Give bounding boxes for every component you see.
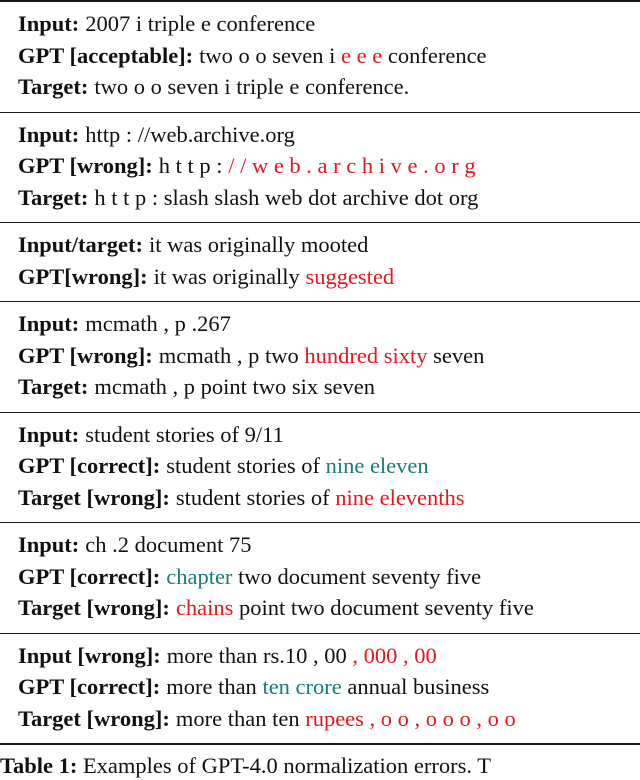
- line-text: annual business: [341, 674, 490, 699]
- line-label: GPT[wrong]:: [18, 263, 148, 289]
- line-text: two document seventy five: [232, 563, 482, 589]
- table-rule: [0, 743, 640, 745]
- example-line: [18, 561, 640, 593]
- example-block: [0, 223, 640, 301]
- caption-label: Table 1:: [0, 753, 78, 778]
- line-label: Input:: [18, 311, 80, 336]
- line-text: more than rs.10 , 00: [166, 642, 353, 668]
- example-line: [18, 8, 640, 40]
- error-text: chains: [175, 595, 234, 620]
- line-text: conference: [382, 42, 487, 68]
- line-text: seven: [427, 342, 485, 368]
- line-text: http : //web.archive.org: [85, 121, 295, 147]
- error-text: nine elevenths: [335, 484, 465, 510]
- table-body: [0, 2, 640, 745]
- line-label: Input/target:: [18, 232, 143, 257]
- line-text: mcmath , p point two six seven: [94, 374, 375, 399]
- line-text: student stories of 9/11: [85, 421, 284, 447]
- example-line: [18, 529, 640, 561]
- line-text: mcmath , p two: [158, 342, 305, 368]
- error-text: rupees , o o , o o o , o o: [305, 705, 516, 731]
- line-text: two o o seven i: [199, 42, 342, 68]
- line-label: Target:: [18, 374, 89, 399]
- line-label: Input:: [18, 11, 80, 36]
- line-text: more than: [166, 674, 263, 699]
- example-line: [18, 482, 640, 514]
- error-text: / / w e b . a r c h i v e . o r g: [228, 153, 476, 178]
- line-text: it was originally mooted: [149, 232, 369, 257]
- line-label: Input:: [18, 121, 80, 147]
- example-line: [18, 703, 640, 735]
- line-label: Target [wrong]:: [18, 484, 170, 510]
- example-line: [18, 150, 640, 182]
- error-text: suggested: [305, 263, 395, 289]
- line-label: Input [wrong]:: [18, 642, 161, 668]
- example-block: [0, 302, 640, 412]
- line-text: ch .2 document 75: [85, 532, 252, 557]
- line-text: more than ten: [175, 705, 306, 731]
- correct-text: nine eleven: [325, 453, 429, 478]
- line-label: GPT [acceptable]:: [18, 42, 194, 68]
- example-line: [18, 308, 640, 340]
- line-text: h t t p : slash slash web dot archive dot org: [94, 184, 479, 210]
- example-line: [18, 371, 640, 403]
- line-label: Target:: [18, 184, 89, 210]
- line-text: h t t p :: [158, 153, 229, 178]
- line-label: Target:: [18, 74, 89, 99]
- line-label: Input:: [18, 421, 80, 447]
- example-line: [18, 592, 640, 624]
- example-line: [18, 71, 640, 103]
- line-text: two o o seven i triple e conference.: [94, 74, 410, 99]
- example-block: [0, 113, 640, 223]
- line-text: student stories of: [166, 453, 326, 478]
- table-caption: [0, 752, 640, 780]
- line-text: mcmath , p .267: [85, 311, 231, 336]
- line-text: point two document seventy five: [233, 595, 534, 620]
- line-label: GPT [correct]:: [18, 674, 161, 699]
- line-text: 2007 i triple e conference: [85, 11, 316, 36]
- correct-text: chapter: [166, 563, 233, 589]
- example-line: [18, 640, 640, 672]
- example-line: [18, 40, 640, 72]
- example-block: [0, 634, 640, 744]
- example-block: [0, 413, 640, 523]
- example-line: [18, 182, 640, 214]
- line-label: GPT [correct]:: [18, 563, 161, 589]
- error-text: e e e: [341, 42, 383, 68]
- line-label: GPT [wrong]:: [18, 153, 153, 178]
- line-text: student stories of: [175, 484, 336, 510]
- line-label: GPT [correct]:: [18, 453, 161, 478]
- correct-text: ten crore: [262, 674, 342, 699]
- line-label: GPT [wrong]:: [18, 342, 153, 368]
- caption-text: Examples of GPT-4.0 normalization errors. T: [82, 753, 491, 778]
- line-label: Input:: [18, 532, 80, 557]
- example-line: [18, 340, 640, 372]
- example-block: [0, 523, 640, 633]
- example-line: [18, 419, 640, 451]
- error-text: hundred sixty: [304, 342, 428, 368]
- line-text: it was originally: [153, 263, 306, 289]
- example-block: [0, 2, 640, 112]
- example-line: [18, 261, 640, 293]
- error-text: , 000 , 00: [352, 642, 437, 668]
- example-line: [18, 450, 640, 482]
- example-line: [18, 671, 640, 703]
- example-line: [18, 229, 640, 261]
- example-line: [18, 119, 640, 151]
- line-label: Target [wrong]:: [18, 595, 170, 620]
- line-label: Target [wrong]:: [18, 705, 170, 731]
